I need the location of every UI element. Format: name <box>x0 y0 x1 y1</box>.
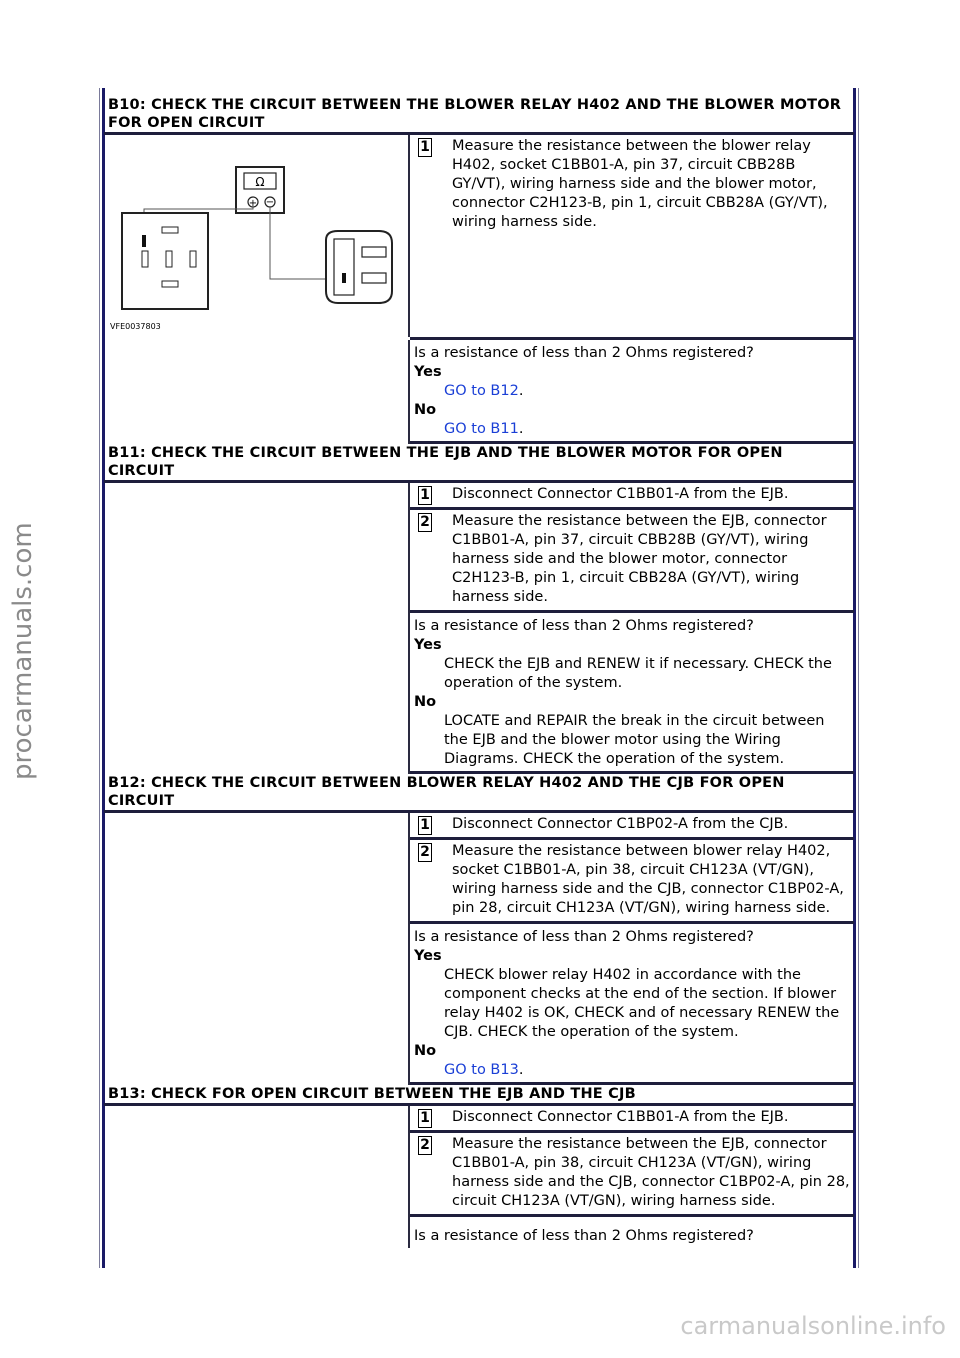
diagnostic-page <box>104 96 854 1248</box>
section-b12-header: B12: CHECK THE CIRCUIT BETWEEN BLOWER RELAY H402 AND THE CJB FOR OPEN CIRCUIT <box>108 775 785 809</box>
step-number: 1 <box>418 486 432 505</box>
step-text: Disconnect Connector C1BP02-A from the CJB. <box>452 816 789 832</box>
b11-step-2 <box>410 510 854 613</box>
goto-b11-link[interactable]: GO to B11 <box>444 421 519 437</box>
step-number: 1 <box>418 138 432 157</box>
right-margin-rule-thin <box>858 88 859 1268</box>
question-text: Is a resistance of less than 2 Ohms registered? <box>414 345 754 361</box>
question-text: Is a resistance of less than 2 Ohms registered? <box>414 1228 754 1244</box>
section-b13-header: B13: CHECK FOR OPEN CIRCUIT BETWEEN THE EJB AND THE CJB <box>108 1086 636 1102</box>
ohmmeter-circuit-diagram <box>104 135 408 335</box>
no-answer: GO to B13. <box>444 1062 524 1078</box>
b10-question-row <box>104 340 854 444</box>
b11-question <box>410 613 854 774</box>
section-b12 <box>104 774 854 1085</box>
no-answer: LOCATE and REPAIR the break in the circuit between the EJB and the blower motor using the Wiring Diagrams. CHECK the operation of the system. <box>444 713 825 767</box>
yes-answer: GO to B12. <box>444 383 524 399</box>
yes-label: Yes <box>414 948 442 964</box>
step-number: 2 <box>418 1136 432 1155</box>
b12-question <box>410 924 854 1085</box>
step-text: Disconnect Connector C1BB01-A from the EJB. <box>452 1109 789 1125</box>
left-margin-rule-thin <box>99 88 100 1268</box>
section-b10 <box>104 96 854 444</box>
step-number: 2 <box>418 843 432 862</box>
step-text: Disconnect Connector C1BB01-A from the EJB. <box>452 486 789 502</box>
b13-step-1 <box>410 1106 854 1133</box>
b13-step-2 <box>410 1133 854 1217</box>
procarmanuals-watermark: procarmanuals.com <box>8 522 38 780</box>
b10-question <box>410 340 854 444</box>
no-label: No <box>414 694 437 710</box>
carmanualsonline-watermark: carmanualsonline.info <box>680 1312 946 1340</box>
step-number: 1 <box>418 1109 432 1128</box>
b11-step-1 <box>410 483 854 510</box>
step-text: Measure the resistance between the EJB, connector C1BB01-A, pin 37, circuit CBB28B (GY/VT), wiring harness side and the blower motor, connector C2H123-B, pin 1, circuit CBB28A (GY/VT), wiring harness side. <box>452 513 827 605</box>
svg-text:−: − <box>265 197 275 208</box>
b10-step-row <box>104 135 854 340</box>
question-text: Is a resistance of less than 2 Ohms registered? <box>414 618 754 634</box>
b10-figure-cell <box>104 135 410 337</box>
step-text: Measure the resistance between blower relay H402, socket C1BB01-A, pin 38, circuit CH123A (VT/GN), wiring harness side and the CJB, connector C1BP02-A, pin 28, circuit CH123A (VT/GN), wiring harness side. <box>452 843 844 916</box>
question-text: Is a resistance of less than 2 Ohms registered? <box>414 929 754 945</box>
goto-b12-link[interactable]: GO to B12 <box>444 383 519 399</box>
step-text: Measure the resistance between the blower relay H402, socket C1BB01-A, pin 37, circuit CBB28B GY/VT), wiring harness side and the blower motor, connector C2H123-B, pin 1, circuit CBB28A (GY/VT), wiring harness side. <box>452 138 828 230</box>
svg-text:+: + <box>248 198 258 209</box>
b12-step-2 <box>410 840 854 924</box>
step-number: 2 <box>418 513 432 532</box>
b10-step-1 <box>410 135 854 340</box>
yes-answer: CHECK blower relay H402 in accordance with the component checks at the end of the section. If blower relay H402 is OK, CHECK and of necessary RENEW the CJB. CHECK the operation of the system. <box>444 967 840 1040</box>
yes-label: Yes <box>414 364 442 380</box>
section-b13 <box>104 1085 854 1248</box>
step-text: Measure the resistance between the EJB, connector C1BB01-A, pin 38, circuit CH123A (VT/GN), wiring harness side and the CJB, connector C1BP02-A, pin 28, circuit CH123A (VT/GN), wiring harness side. <box>452 1136 850 1209</box>
b12-step-1 <box>410 813 854 840</box>
step-number: 1 <box>418 816 432 835</box>
no-label: No <box>414 1043 437 1059</box>
ohm-symbol: Ω <box>255 175 265 189</box>
section-b10-header: B10: CHECK THE CIRCUIT BETWEEN THE BLOWER RELAY H402 AND THE BLOWER MOTOR FOR OPEN CIRCUIT <box>108 97 842 131</box>
no-answer: GO to B11. <box>444 421 524 437</box>
yes-label: Yes <box>414 637 442 653</box>
goto-b13-link[interactable]: GO to B13 <box>444 1062 519 1078</box>
section-b11-header: B11: CHECK THE CIRCUIT BETWEEN THE EJB AND THE BLOWER MOTOR FOR OPEN CIRCUIT <box>108 445 783 479</box>
yes-answer: CHECK the EJB and RENEW it if necessary. CHECK the operation of the system. <box>444 656 832 691</box>
b13-question <box>410 1217 854 1248</box>
no-label: No <box>414 402 437 418</box>
section-b11 <box>104 444 854 774</box>
figure-label: VFE0037803 <box>110 322 161 331</box>
